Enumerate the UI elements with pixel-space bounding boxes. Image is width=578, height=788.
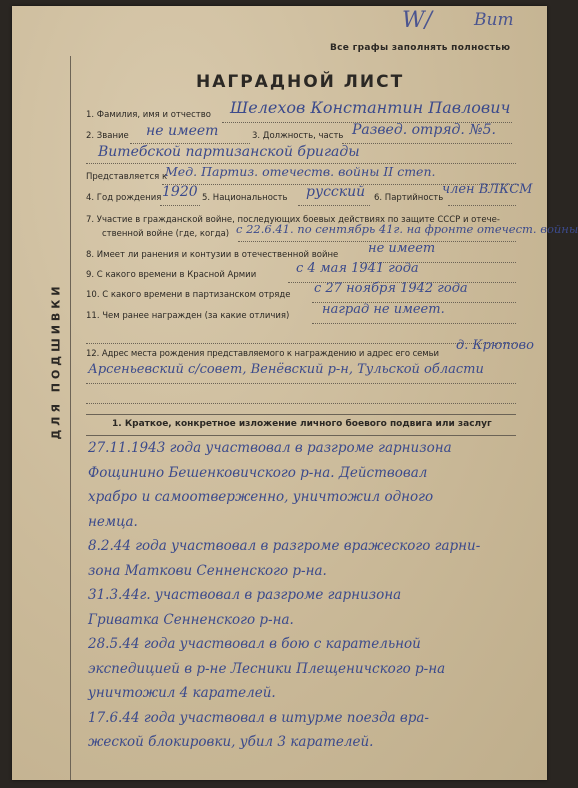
field-8-value: не имеет <box>368 241 436 256</box>
field-12-label: 12. Адрес места рождения представляемого к награждению и адрес его семьи <box>86 349 439 359</box>
field-3-value: Развед. отряд. №5. <box>352 122 496 138</box>
field-2-value: не имеет <box>146 123 219 139</box>
deed-line: храбро и самоотверженно, уничтожил одного <box>88 489 434 505</box>
field-12-cont-line <box>86 383 516 384</box>
field-1-label: 1. Фамилия, имя и отчество <box>86 110 211 120</box>
binding-margin-line <box>70 56 71 780</box>
side-binding-label: ДЛЯ ПОДШИВКИ <box>49 282 63 440</box>
field-9-value: с 4 мая 1941 года <box>296 261 419 276</box>
deed-line: экспедицией в р-не Лесники Плещеничского р-на <box>88 660 446 677</box>
field-7-value: с 22.6.41. по сентябрь 41г. на фронте отечест. войны <box>236 222 578 236</box>
field-11-label: 11. Чем ранее награжден (за какие отличия) <box>86 311 290 321</box>
field-1-value: Шелехов Константин Павлович <box>230 98 511 117</box>
deed-line: Гриватка Сенненского р-на. <box>88 611 294 628</box>
field-4-line <box>160 205 200 206</box>
field-11-extra-line <box>86 343 516 344</box>
section-1-heading: 1. Краткое, конкретное изложение личного боевого подвига или заслуг <box>112 419 492 429</box>
field-3-continuation: Витебской партизанской бригады <box>98 144 360 160</box>
award-sheet <box>12 6 578 780</box>
field-4-label: 4. Год рождения <box>86 193 162 203</box>
deed-line: немца. <box>88 513 138 530</box>
field-12-extra-line <box>86 403 516 404</box>
field-9-label: 9. С какого времени в Красной Армии <box>86 270 257 280</box>
field-8-label: 8. Имеет ли ранения и контузии в отечественной войне <box>86 250 339 260</box>
field-5-line <box>298 205 370 206</box>
field-11-line <box>312 323 516 324</box>
field-6-value: член ВЛКСМ <box>442 182 533 197</box>
represented-for-label: Представляется к <box>86 172 168 182</box>
deed-line: 31.3.44г. участвовал в разгроме гарнизона <box>88 587 402 603</box>
handwritten-mark-left: W/ <box>402 8 433 33</box>
handwritten-mark-right: Вит <box>474 10 514 30</box>
deed-line: Фощинино Бешенковичского р-на. Действовал <box>88 464 428 481</box>
deed-line: 8.2.44 года участвовал в разгроме вражеского гарни- <box>88 538 481 554</box>
field-11-value: наград не имеет. <box>322 302 445 317</box>
deed-line: 28.5.44 года участвовал в бою с карательной <box>88 636 421 652</box>
field-10-value: с 27 ноября 1942 года <box>314 281 468 296</box>
field-12-continuation: Арсеньевский с/совет, Венёвский р-н, Тульской области <box>88 362 484 377</box>
section-divider <box>86 414 516 415</box>
field-7-label-line-2: ственной войне (где, когда) <box>102 229 230 239</box>
field-12-value: д. Крюпово <box>456 338 534 353</box>
field-6-label: 6. Партийность <box>374 193 444 203</box>
deed-line: зона Маткови Сенненского р-на. <box>88 562 327 579</box>
deed-line: 17.6.44 года участвовал в штурме поезда вра- <box>88 709 429 726</box>
field-3-label: 3. Должность, часть <box>252 131 344 141</box>
field-5-label: 5. Национальность <box>202 193 288 203</box>
field-5-value: русский <box>306 184 366 200</box>
deed-line: уничтожил 4 карателей. <box>88 685 276 701</box>
field-10-label: 10. С какого времени в партизанском отряде <box>86 290 291 300</box>
represented-for-value: Мед. Партиз. отечеств. войны II степ. <box>165 164 436 179</box>
deed-line: 27.11.1943 года участвовал в разгроме гарнизона <box>88 440 452 456</box>
page-title: НАГРАДНОЙ ЛИСТ <box>196 72 405 92</box>
field-6-line <box>448 205 516 206</box>
section-heading-underline <box>86 435 516 436</box>
field-4-value: 1920 <box>162 184 198 200</box>
field-7-label-line-1: 7. Участие в гражданской войне, последующих боевых действиях по защите СССР и отече- <box>86 215 500 225</box>
field-2-label: 2. Звание <box>86 131 129 141</box>
fill-all-fields-notice: Все графы заполнять полностью <box>330 43 511 53</box>
deed-line: жеской блокировки, убил 3 карателей. <box>88 734 374 750</box>
